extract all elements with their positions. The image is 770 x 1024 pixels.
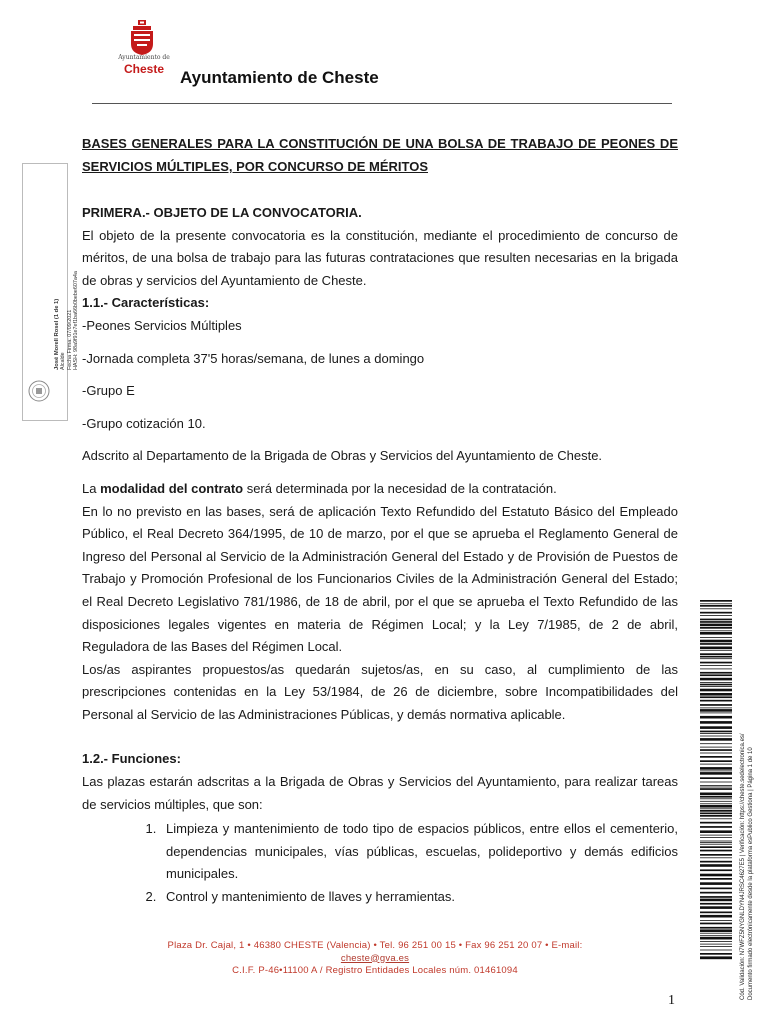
barcode-bar [700, 747, 732, 748]
signature-date: Fecha Firma: 07/09/2021 [66, 309, 73, 370]
barcode-bar [700, 772, 732, 775]
footer-address: Plaza Dr. Cajal, 1 • 46380 CHESTE (Valencia) • Tel. 96 251 00 15 • Fax 96 251 20 07 • E-mail: [167, 940, 583, 951]
verification-code: Cód. Validación: N7WFZ5NYGNLDYN4JRSC4627E5 | Verificación: https://cheste.sedelectronica.es/ [740, 733, 746, 1000]
barcode-bar [700, 841, 732, 842]
barcode-bar [700, 787, 732, 788]
barcode-bar [700, 835, 732, 836]
barcode-bar [700, 857, 732, 858]
barcode-bar [700, 935, 732, 936]
barcode-bar [700, 608, 732, 609]
barcode-bar [700, 953, 732, 955]
barcode-bar [700, 615, 732, 616]
modality-prefix: La [82, 480, 101, 496]
barcode-bar [700, 777, 732, 779]
barcode-bar [700, 927, 732, 929]
barcode-bar [700, 686, 732, 687]
logo-caption: Ayuntamiento de [118, 54, 170, 61]
coat-of-arms-icon [129, 20, 155, 56]
barcode-bar [700, 946, 732, 947]
barcode-bar [700, 672, 732, 674]
barcode-bar [700, 874, 732, 877]
barcode-bar [700, 896, 732, 898]
barcode-bar [700, 689, 732, 692]
page-number: 1 [668, 993, 675, 1008]
barcode-bar [700, 650, 732, 651]
modality-bold: modalidad del contrato [100, 480, 244, 496]
header-divider [92, 103, 672, 104]
barcode-bar [700, 612, 732, 614]
barcode-bar [700, 764, 732, 765]
barcode-bar [700, 665, 732, 666]
legal-framework-paragraph: En lo no previsto en las bases, será de aplicación Texto Refundido del Estatuto Básico del Empleado Público, el Real Decreto 364/1995, de 10 de marzo, por el que se aprueba el Reglamento General de Ingreso del Personal al Servicio de la Administración General del Estado y de Provisión de Puestos de Trabajo y Promoción Profesional de los Funcionarios Civiles de la Administración General del Estado; el Real Decreto Legislativo 781/1986, de 18 de abril, por el que se aprueba el Texto Refundido de las disposiciones legales vigentes en materia de Régimen Local; y la Ley 7/1985, de 2 de abril, Reguladora de las Bases del Régimen Local. [82, 503, 678, 655]
barcode-bar [700, 937, 732, 940]
barcode-bar [700, 878, 732, 880]
barcode-bar [700, 662, 732, 664]
municipal-logo [118, 20, 170, 78]
section-primera-text: El objeto de la presente convocatoria es la constitución, mediante el procedimiento de concurso de méritos, de una bolsa de trabajo para las futuras contrataciones que resulten necesarias en la brigada de obras y servicios del Ayuntamiento de Cheste. [82, 227, 678, 288]
barcode-bar [700, 621, 732, 623]
document-title: BASES GENERALES PARA LA CONSTITUCIÓN DE UNA BOLSA DE TRABAJO DE PEONES DE SERVICIOS MÚLTIPLES, POR CONCURSO DE MÉRITOS [82, 136, 678, 174]
barcode-bar [700, 830, 732, 833]
barcode-bar [700, 805, 732, 808]
barcode-bar [700, 713, 732, 714]
barcode-bar [700, 882, 732, 885]
barcode-bar [700, 793, 732, 796]
barcode-bar [700, 869, 732, 871]
functions-intro: Las plazas estarán adscritas a la Brigada de Obras y Servicios del Ayuntamiento, para realizar tareas de servicios múltiples, que son: [82, 774, 678, 812]
characteristic-item: -Peones Servicios Múltiples [82, 317, 242, 333]
modality-suffix: será determinada por la necesidad de la contratación. [243, 480, 557, 496]
barcode-bar [700, 767, 732, 770]
barcode-bar [700, 771, 732, 772]
barcode-bar [700, 637, 732, 638]
characteristic-item: -Grupo cotización 10. [82, 415, 206, 431]
seal-icon [28, 380, 50, 402]
barcode-bar [700, 619, 732, 621]
barcode-bar [700, 736, 732, 737]
barcode-bar [700, 923, 732, 925]
barcode-bar [700, 640, 732, 643]
barcode-bar [700, 756, 732, 758]
barcode-bar [700, 605, 732, 607]
function-item: 1. Limpieza y mantenimiento de todo tipo de espacios públicos, entre ellos el cementerio, dependencias municipales, vías públicas, escuelas, polideportivo y demás edificios municipales. [160, 818, 678, 886]
barcode-bar [700, 837, 732, 838]
barcode-bar [700, 708, 732, 709]
barcode-bar [700, 782, 732, 783]
barcode-bar [700, 704, 732, 706]
barcode-bar [700, 749, 732, 751]
barcode-bar [700, 669, 732, 670]
barcode-bar [700, 643, 732, 645]
barcode-bar [700, 716, 732, 719]
barcode-bar [700, 864, 732, 867]
page-footer [100, 940, 650, 978]
barcode-bar [700, 656, 732, 658]
barcode-bar [700, 892, 732, 894]
barcode-bar [700, 929, 732, 932]
characteristics-heading: 1.1.- Características: [82, 295, 210, 311]
barcode-bar [700, 846, 732, 848]
barcode-bar [700, 760, 732, 762]
contract-modality-paragraph [82, 478, 678, 501]
barcode-icon [700, 600, 732, 960]
barcode-bar [700, 854, 732, 856]
barcode-bar [700, 826, 732, 828]
department-paragraph: Adscrito al Departamento de la Brigada de Obras y Servicios del Ayuntamiento de Cheste. [82, 448, 603, 464]
barcode-bar [700, 788, 732, 790]
barcode-bar [700, 888, 732, 890]
barcode-bar [700, 956, 732, 959]
barcode-bar [700, 693, 732, 696]
barcode-bar [700, 785, 732, 786]
barcode-bar [700, 941, 732, 942]
barcode-bar [700, 810, 732, 812]
footer-email-link[interactable]: cheste@gva.es [340, 952, 410, 964]
incompatibility-paragraph: Los/as aspirantes propuestos/as quedarán sujetos/as, en su caso, al cumplimiento de las prescripciones contenidas en la Ley 53/1984, de 26 de diciembre, sobre Incompatibilidades del Personal al Servicio de las Administraciones Públicas, y demás normativa aplicable. [82, 661, 678, 722]
function-item: 2. Control y mantenimiento de llaves y herramientas. [160, 886, 678, 909]
barcode-bar [700, 624, 732, 627]
barcode-bar [700, 912, 732, 914]
verification-platform: Documento firmado electrónicamente desde la plataforma esPublico Gestiona | Página 1 de 10 [747, 747, 754, 1000]
barcode-bar [700, 815, 732, 817]
logo-name: Cheste [123, 62, 164, 76]
barcode-bar [700, 603, 732, 604]
barcode-bar [700, 653, 732, 655]
barcode-bar [700, 647, 732, 650]
barcode-bar [700, 899, 732, 902]
barcode-bar [700, 950, 732, 951]
barcode-bar [700, 678, 732, 681]
verification-strip [740, 640, 755, 1000]
barcode-bar [700, 743, 732, 744]
barcode-bar [700, 803, 732, 804]
barcode-bar [700, 627, 732, 629]
footer-registry: C.I.F. P-46•11100 A / Registro Entidades Locales núm. 01461094 [232, 965, 518, 976]
organization-title: Ayuntamiento de Cheste [180, 68, 379, 87]
barcode-bar [700, 906, 732, 909]
barcode-bar [700, 798, 732, 799]
barcode-bar [700, 731, 732, 733]
barcode-bar [700, 733, 732, 734]
barcode-bar [700, 818, 732, 819]
barcode-bar [700, 632, 732, 635]
barcode-bar [700, 801, 732, 802]
characteristic-item: -Grupo E [82, 383, 135, 399]
barcode-bar [700, 842, 732, 843]
document-body [82, 132, 678, 909]
barcode-bar [700, 920, 732, 921]
barcode-bar [700, 696, 732, 698]
barcode-bar [700, 726, 732, 729]
barcode-bar [700, 822, 732, 824]
barcode-bar [700, 721, 732, 724]
functions-list [82, 818, 678, 908]
barcode-bar [700, 630, 732, 631]
signer-name: José Morell Rosel (1 de 1) [54, 298, 60, 370]
barcode-bar [700, 808, 732, 809]
barcode-bar [700, 915, 732, 918]
signature-hash: HASH: 98a9f91e7ef1ba66b0bebe607a4a [73, 271, 80, 370]
barcode-bar [700, 600, 732, 602]
barcode-bar [700, 674, 732, 676]
signature-stamp [54, 190, 80, 370]
barcode-bar [700, 933, 732, 934]
barcode-bar [700, 813, 732, 815]
barcode-bar [700, 844, 732, 845]
barcode-bar [700, 738, 732, 741]
section-primera-heading: PRIMERA.- OBJETO DE LA CONVOCATORIA. [82, 205, 362, 220]
barcode-bar [700, 684, 732, 686]
barcode-bar [700, 753, 732, 754]
barcode-bar [700, 700, 732, 702]
signer-role: Alcalde [60, 352, 67, 370]
barcode-bar [700, 903, 732, 905]
barcode-bar [700, 861, 732, 863]
functions-heading: 1.2.- Funciones: [82, 751, 181, 767]
barcode-bar [700, 796, 732, 798]
barcode-bar [700, 944, 732, 945]
barcode-bar [700, 682, 732, 683]
barcode-bar [700, 850, 732, 852]
barcode-bar [700, 658, 732, 659]
barcode-bar [700, 709, 732, 712]
characteristic-item: -Jornada completa 37'5 horas/semana, de lunes a domingo [82, 350, 425, 366]
